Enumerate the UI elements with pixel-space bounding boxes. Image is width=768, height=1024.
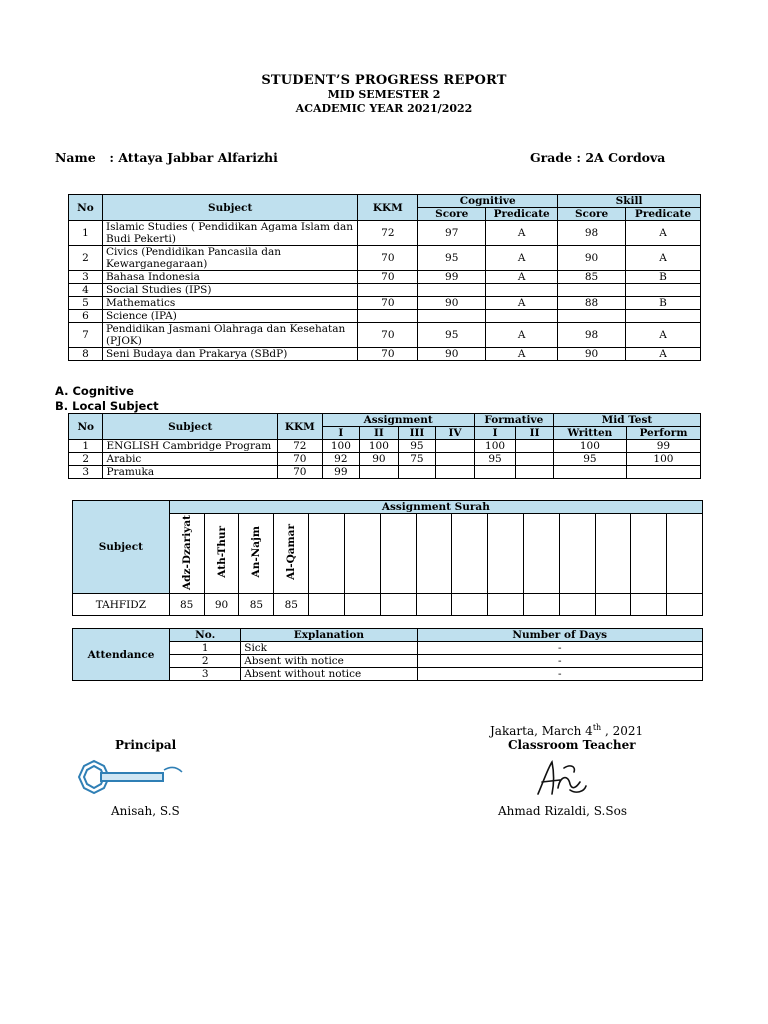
surah-score-cell: 85 (239, 594, 274, 616)
local-row-f1: 95 (474, 453, 516, 466)
local-col-midtest: Mid Test (553, 414, 700, 427)
surah-score-cell: 85 (274, 594, 309, 616)
surah-name-cell (239, 514, 274, 594)
row-cognitive-predicate: A (486, 348, 558, 361)
school-logo (76, 758, 188, 796)
row-kkm: 70 (358, 323, 418, 348)
local-row-f1 (474, 466, 516, 479)
local-col-a3: III (398, 427, 436, 440)
local-col-assignment: Assignment (322, 414, 474, 427)
col-no: No (69, 195, 103, 221)
local-col-formative: Formative (474, 414, 553, 427)
local-row-a4 (436, 466, 475, 479)
row-cognitive-predicate: A (486, 271, 558, 284)
local-row-kkm: 72 (277, 440, 322, 453)
table-row (69, 466, 701, 479)
tahfidz-label: TAHFIDZ (73, 594, 170, 616)
att-col-no: No. (170, 629, 241, 642)
local-row-a4 (436, 453, 475, 466)
att-no: 2 (170, 655, 241, 668)
col-cognitive-score: Score (418, 208, 486, 221)
surah-col-title: Assignment Surah (169, 501, 702, 514)
row-subject: Civics (Pendidikan Pancasila dan Kewarganegaraan) (102, 246, 357, 271)
section-b-label: B. Local Subject (55, 399, 159, 413)
report-year: ACADEMIC YEAR 2021/2022 (295, 102, 473, 115)
local-row-subject: ENGLISH Cambridge Program (103, 440, 277, 453)
local-row-subject: Arabic (103, 453, 277, 466)
local-row-f2 (516, 453, 554, 466)
surah-name-cell (204, 514, 239, 594)
row-no: 6 (69, 310, 103, 323)
local-col-a4: IV (436, 427, 475, 440)
local-row-a1: 92 (322, 453, 360, 466)
surah-score-cell (309, 594, 345, 616)
principal-name: Anisah, S.S (111, 804, 180, 818)
surah-score-cell (380, 594, 416, 616)
surah-name: An-Najm (250, 526, 263, 578)
col-skill: Skill (558, 195, 701, 208)
student-name-line (55, 150, 278, 165)
row-subject: Pendidikan Jasmani Olahraga dan Kesehatan (PJOK) (102, 323, 357, 348)
surah-name-cell (488, 514, 524, 594)
surah-score-cell (559, 594, 595, 616)
grade-value: : 2A Cordova (576, 150, 666, 165)
local-row-perform: 100 (626, 453, 700, 466)
row-cognitive-score: 95 (418, 323, 486, 348)
principal-title: Principal (115, 738, 177, 752)
row-kkm: 70 (358, 348, 418, 361)
row-skill-predicate: A (626, 246, 701, 271)
table-row (69, 310, 701, 323)
local-col-subject: Subject (103, 414, 277, 440)
local-row-no: 3 (69, 466, 103, 479)
local-row-a1: 100 (322, 440, 360, 453)
surah-name-cell (274, 514, 309, 594)
row-kkm: 72 (358, 221, 418, 246)
surah-name-cell (345, 514, 381, 594)
local-row-f1: 100 (474, 440, 516, 453)
surah-score-cell (631, 594, 667, 616)
local-row-f2 (516, 466, 554, 479)
att-explanation: Absent with notice (241, 655, 417, 668)
local-row-no: 2 (69, 453, 103, 466)
surah-name-cell (169, 514, 204, 594)
row-no: 7 (69, 323, 103, 348)
local-subject-table (68, 413, 701, 479)
row-kkm: 70 (358, 271, 418, 284)
col-skill-score: Score (558, 208, 626, 221)
teacher-signature (530, 758, 590, 800)
row-cognitive-predicate: A (486, 323, 558, 348)
surah-name: Al-Qamar (285, 524, 298, 581)
surah-table (72, 500, 703, 616)
local-row-a3: 75 (398, 453, 436, 466)
row-kkm: 70 (358, 297, 418, 310)
row-skill-score: 90 (558, 348, 626, 361)
col-skill-predicate: Predicate (626, 208, 701, 221)
surah-name: Ath-Thur (215, 526, 228, 578)
row-skill-score: 98 (558, 323, 626, 348)
row-skill-predicate: A (626, 323, 701, 348)
att-days: - (417, 668, 702, 681)
att-explanation: Absent without notice (241, 668, 417, 681)
surah-score-cell (452, 594, 488, 616)
row-cognitive-score: 97 (418, 221, 486, 246)
local-col-no: No (69, 414, 103, 440)
row-cognitive-score: 95 (418, 246, 486, 271)
report-header (0, 73, 768, 116)
local-row-perform (626, 466, 700, 479)
att-days: - (417, 642, 702, 655)
col-cognitive-predicate: Predicate (486, 208, 558, 221)
report-title: STUDENT’S PROGRESS REPORT (261, 73, 507, 88)
surah-col-subject: Subject (73, 501, 170, 594)
row-kkm (358, 284, 418, 297)
table-row (69, 440, 701, 453)
row-cognitive-predicate (486, 310, 558, 323)
surah-name-cell (595, 514, 631, 594)
local-row-a2: 100 (360, 440, 399, 453)
row-subject: Science (IPA) (102, 310, 357, 323)
local-row-f2 (516, 440, 554, 453)
local-row-no: 1 (69, 440, 103, 453)
local-row-written: 95 (553, 453, 626, 466)
row-no: 2 (69, 246, 103, 271)
row-skill-score: 88 (558, 297, 626, 310)
surah-name-cell (309, 514, 345, 594)
table-row (69, 453, 701, 466)
local-row-a2 (360, 466, 399, 479)
surah-score-cell (595, 594, 631, 616)
local-row-a3 (398, 466, 436, 479)
cognitive-skill-table (68, 194, 701, 361)
local-row-kkm: 70 (277, 466, 322, 479)
att-col-days: Number of Days (417, 629, 702, 642)
local-row-a3: 95 (398, 440, 436, 453)
local-row-a1: 99 (322, 466, 360, 479)
row-skill-predicate: A (626, 221, 701, 246)
surah-score-cell (667, 594, 703, 616)
local-col-f1: I (474, 427, 516, 440)
row-subject: Bahasa Indonesia (102, 271, 357, 284)
surah-score-cell (488, 594, 524, 616)
local-col-f2: II (516, 427, 554, 440)
attendance-table (72, 628, 703, 681)
att-no: 1 (170, 642, 241, 655)
date-suffix: th (592, 723, 602, 732)
surah-name-cell (452, 514, 488, 594)
row-cognitive-predicate: A (486, 246, 558, 271)
row-cognitive-score (418, 310, 486, 323)
col-kkm: KKM (358, 195, 418, 221)
attendance-label: Attendance (73, 629, 170, 681)
row-subject: Islamic Studies ( Pendidikan Agama Islam dan Budi Pekerti) (102, 221, 357, 246)
teacher-title: Classroom Teacher (508, 738, 636, 752)
surah-score-cell: 85 (169, 594, 204, 616)
local-row-written (553, 466, 626, 479)
att-no: 3 (170, 668, 241, 681)
student-grade-line (530, 150, 665, 165)
local-col-written: Written (553, 427, 626, 440)
row-skill-score: 98 (558, 221, 626, 246)
surah-name-cell (380, 514, 416, 594)
local-col-kkm: KKM (277, 414, 322, 440)
row-cognitive-predicate: A (486, 221, 558, 246)
col-subject: Subject (102, 195, 357, 221)
row-skill-score (558, 284, 626, 297)
grade-label: Grade (530, 150, 573, 165)
local-row-written: 100 (553, 440, 626, 453)
table-row (69, 297, 701, 310)
name-value: : Attaya Jabbar Alfarizhi (109, 150, 278, 165)
surah-name-cell (667, 514, 703, 594)
surah-name-cell (523, 514, 559, 594)
name-label: Name (55, 150, 96, 165)
att-col-explanation: Explanation (241, 629, 417, 642)
row-no: 3 (69, 271, 103, 284)
local-row-kkm: 70 (277, 453, 322, 466)
row-skill-score: 90 (558, 246, 626, 271)
row-cognitive-predicate (486, 284, 558, 297)
row-skill-predicate: B (626, 271, 701, 284)
local-row-a2: 90 (360, 453, 399, 466)
row-skill-predicate (626, 284, 701, 297)
surah-score-cell (345, 594, 381, 616)
row-skill-score (558, 310, 626, 323)
local-col-a1: I (322, 427, 360, 440)
local-row-subject: Pramuka (103, 466, 277, 479)
row-skill-predicate: B (626, 297, 701, 310)
row-cognitive-score: 90 (418, 348, 486, 361)
row-skill-predicate (626, 310, 701, 323)
surah-name-cell (559, 514, 595, 594)
local-col-perform: Perform (626, 427, 700, 440)
local-col-a2: II (360, 427, 399, 440)
table-row (69, 221, 701, 246)
table-row (69, 246, 701, 271)
teacher-name: Ahmad Rizaldi, S.Sos (498, 804, 627, 818)
row-no: 4 (69, 284, 103, 297)
local-row-a4 (436, 440, 475, 453)
row-cognitive-predicate: A (486, 297, 558, 310)
report-semester: MID SEMESTER 2 (327, 88, 441, 101)
place-date (490, 723, 643, 738)
row-skill-score: 85 (558, 271, 626, 284)
att-days: - (417, 655, 702, 668)
surah-score-cell (416, 594, 452, 616)
local-row-perform: 99 (626, 440, 700, 453)
row-cognitive-score (418, 284, 486, 297)
att-explanation: Sick (241, 642, 417, 655)
surah-score-cell (523, 594, 559, 616)
row-kkm (358, 310, 418, 323)
col-cognitive: Cognitive (418, 195, 558, 208)
row-no: 1 (69, 221, 103, 246)
table-row (69, 284, 701, 297)
row-kkm: 70 (358, 246, 418, 271)
section-a-label: A. Cognitive (55, 384, 134, 398)
date-year: , 2021 (601, 724, 644, 738)
surah-name-cell (631, 514, 667, 594)
row-no: 8 (69, 348, 103, 361)
row-cognitive-score: 90 (418, 297, 486, 310)
surah-name-cell (416, 514, 452, 594)
table-row (69, 271, 701, 284)
surah-score-cell: 90 (204, 594, 239, 616)
row-skill-predicate: A (626, 348, 701, 361)
row-subject: Social Studies (IPS) (102, 284, 357, 297)
row-cognitive-score: 99 (418, 271, 486, 284)
table-row (69, 348, 701, 361)
surah-name: Adz-Dzariyat (180, 514, 193, 590)
place-date-text: Jakarta, March 4 (490, 724, 593, 738)
table-row (69, 323, 701, 348)
row-no: 5 (69, 297, 103, 310)
row-subject: Mathematics (102, 297, 357, 310)
row-subject: Seni Budaya dan Prakarya (SBdP) (102, 348, 357, 361)
